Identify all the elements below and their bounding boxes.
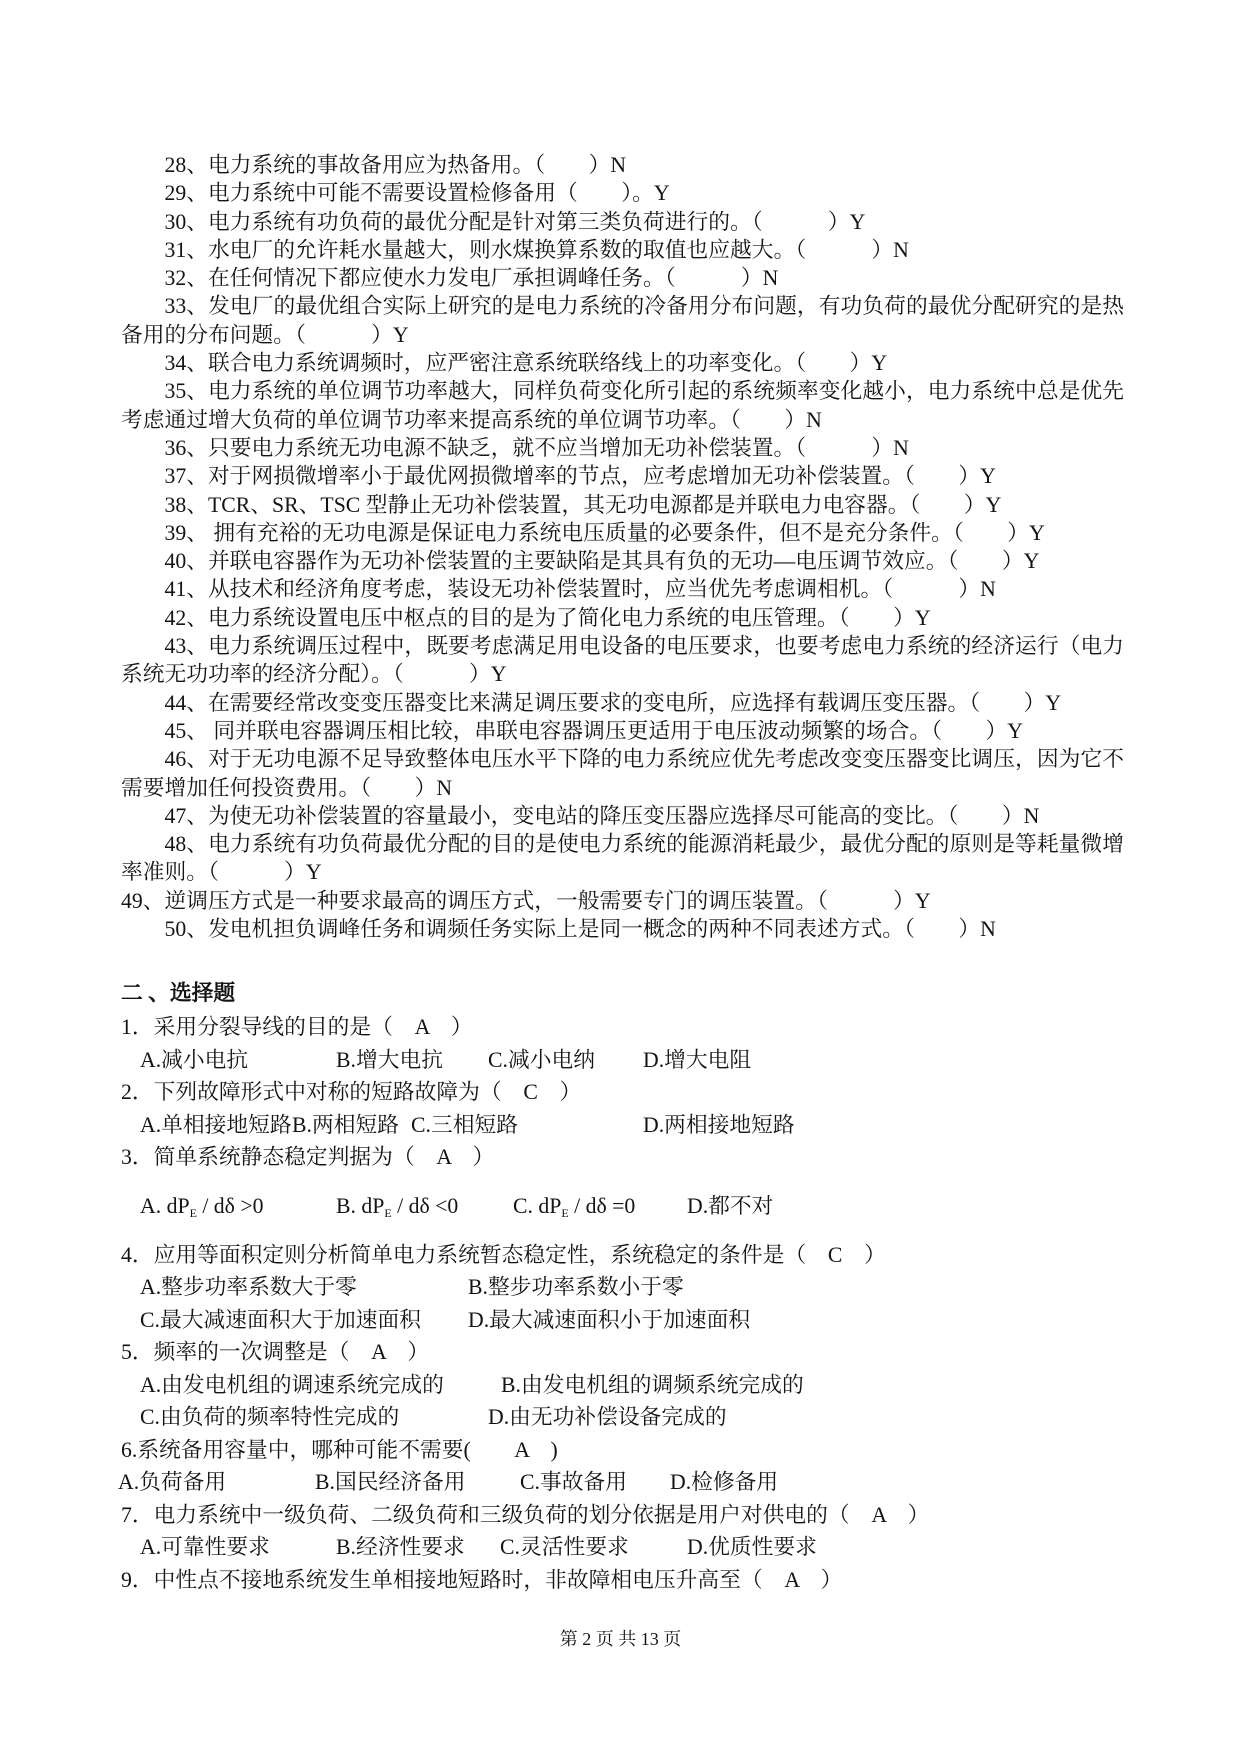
option-row xyxy=(0,1044,1241,1077)
question-stem: 6.系统备用容量中，哪种可能不需要( A ) xyxy=(121,1437,558,1462)
option-a: A.单相接地短路 xyxy=(140,1112,292,1137)
true-false-item: 42、电力系统设置电压中枢点的目的是为了简化电力系统的电压管理。（ ）Y xyxy=(164,605,931,630)
true-false-item: 47、为使无功补偿装置的容量最小，变电站的降压变压器应选择尽可能高的变比。（ ）N xyxy=(164,803,1040,828)
option-label: A. xyxy=(140,1193,162,1218)
option-a xyxy=(140,1190,264,1223)
true-false-item: 45、 同并联电容器调压相比较，串联电容器调压更适用于电压波动频繁的场合。（ ）Y xyxy=(164,718,1024,743)
true-false-section xyxy=(121,151,1124,943)
option-b: B.两相短路 xyxy=(292,1112,399,1137)
question-stem: 4．应用等面积定则分析简单电力系统暂态稳定性，系统稳定的条件是（ C ） xyxy=(121,1242,886,1267)
option-row xyxy=(0,1271,1241,1304)
true-false-item: 33、发电厂的最优组合实际上研究的是电力系统的冷备用分布问题，有功负荷的最优分配研究的是热备用的分布问题。（ ）Y xyxy=(121,294,1124,347)
option-d: D.检修备用 xyxy=(670,1470,779,1494)
option-row xyxy=(0,1304,1241,1337)
formula-relation: / dδ >0 xyxy=(202,1193,264,1218)
option-row xyxy=(0,1401,1241,1434)
true-false-item: 44、在需要经常改变变压器变比来满足调压要求的变电所，应选择有载调压变压器。（ ）Y xyxy=(164,690,1062,715)
true-false-item: 31、水电厂的允许耗水量越大，则水煤换算系数的取值也应越大。（ ）N xyxy=(164,237,909,262)
true-false-item: 32、在任何情况下都应使水力发电厂承担调峰任务。（ ）N xyxy=(164,266,779,291)
option-c xyxy=(513,1190,635,1223)
formula-subscript: E xyxy=(189,1205,197,1220)
true-false-item: 48、电力系统有功负荷最优分配的目的是使电力系统的能源消耗最少，最优分配的原则是等耗量微增率准则。（ ）Y xyxy=(121,832,1124,885)
true-false-item: 30、电力系统有功负荷的最优分配是针对第三类负荷进行的。（ ）Y xyxy=(164,209,866,234)
formula-variable: dP xyxy=(166,1193,190,1218)
true-false-item: 29、电力系统中可能不需要设置检修备用（ ）。Y xyxy=(164,181,670,206)
option-a: A.减小电抗 xyxy=(140,1047,249,1072)
true-false-item: 28、电力系统的事故备用应为热备用。（ ）N xyxy=(164,153,627,177)
formula-relation: / dδ <0 xyxy=(397,1193,459,1218)
option-a: A.可靠性要求 xyxy=(140,1535,270,1559)
option-row xyxy=(0,1369,1241,1402)
question-stem: 7．电力系统中一级负荷、二级负荷和三级负荷的划分依据是用户对供电的（ A ） xyxy=(121,1502,930,1527)
option-b: B.整步功率系数小于零 xyxy=(468,1275,684,1299)
formula-variable: dP xyxy=(361,1193,385,1218)
option-d: D.增大电阻 xyxy=(643,1047,752,1072)
true-false-item: 46、对于无功电源不足导致整体电压水平下降的电力系统应优先考虑改变变压器变比调压，因为它不需要增加任何投资费用。（ ）N xyxy=(121,747,1124,800)
true-false-item: 34、联合电力系统调频时，应严密注意系统联络线上的功率变化。（ ）Y xyxy=(164,351,888,376)
option-c: C.三相短路 xyxy=(411,1112,518,1137)
option-b: B.由发电机组的调频系统完成的 xyxy=(501,1372,804,1397)
true-false-item: 40、并联电容器作为无功补偿装置的主要缺陷是其具有负的无功—电压调节效应。（ ）Y xyxy=(164,549,1040,574)
option-b: B.国民经济备用 xyxy=(315,1470,466,1494)
option-row xyxy=(0,1531,1241,1564)
page-number-footer: 第 2 页 共 13 页 xyxy=(559,1629,682,1649)
option-c: C.由负荷的频率特性完成的 xyxy=(140,1405,400,1429)
formula-variable: dP xyxy=(538,1193,562,1218)
option-b xyxy=(336,1190,458,1223)
option-c: C.减小电纳 xyxy=(488,1047,595,1072)
question-stem: 5．频率的一次调整是（ A ） xyxy=(121,1340,430,1364)
question-stem: 2．下列故障形式中对称的短路故障为（ C ） xyxy=(121,1080,582,1104)
option-row xyxy=(0,1190,1241,1223)
true-false-item: 41、从技术和经济角度考虑，装设无功补偿装置时，应当优先考虑调相机。（ ）N xyxy=(164,577,996,602)
section-heading: 二 、选择题 xyxy=(121,981,236,1005)
multiple-choice-section xyxy=(0,1011,1241,1596)
option-label: B. xyxy=(336,1193,356,1218)
true-false-item: 38、TCR、SR、TSC 型静止无功补偿装置，其无功电源都是并联电力电容器。（ ）Y xyxy=(164,492,1002,517)
option-b: B.增大电抗 xyxy=(336,1047,443,1072)
option-a: A.负荷备用 xyxy=(118,1470,227,1494)
formula-relation: / dδ =0 xyxy=(574,1193,636,1218)
formula-subscript: E xyxy=(384,1205,392,1220)
true-false-item: 35、电力系统的单位调节功率越大，同样负荷变化所引起的系统频率变化越小，电力系统中总是优先考虑通过增大负荷的单位调节功率来提高系统的单位调节功率。（ ）N xyxy=(121,379,1124,432)
true-false-item: 43、电力系统调压过程中，既要考虑满足用电设备的电压要求，也要考虑电力系统的经济运行（电力系统无功功率的经济分配）。（ ）Y xyxy=(121,634,1124,687)
option-c: C.最大减速面积大于加速面积 xyxy=(140,1307,421,1332)
option-row xyxy=(0,1109,1241,1142)
true-false-item: 49、逆调压方式是一种要求最高的调压方式，一般需要专门的调压装置。（ ）Y xyxy=(121,888,931,913)
option-row xyxy=(0,1466,1241,1499)
option-d: D.最大减速面积小于加速面积 xyxy=(468,1307,751,1332)
question-stem: 9．中性点不接地系统发生单相接地短路时，非故障相电压升高至（ A ） xyxy=(121,1567,843,1592)
option-d: D.两相接地短路 xyxy=(643,1112,795,1137)
formula-subscript: E xyxy=(561,1205,569,1220)
true-false-item: 36、只要电力系统无功电源不缺乏，就不应当增加无功补偿装置。（ ）N xyxy=(164,435,909,460)
true-false-item: 37、对于网损微增率小于最优网损微增率的节点，应考虑增加无功补偿装置。（ ）Y xyxy=(164,464,996,489)
question-stem: 3．简单系统静态稳定判据为（ A ） xyxy=(121,1145,495,1169)
option-d: D.都不对 xyxy=(687,1193,774,1218)
true-false-item: 39、 拥有充裕的无功电源是保证电力系统电压质量的必要条件，但不是充分条件。（ ）Y xyxy=(164,520,1045,545)
option-a: A.由发电机组的调速系统完成的 xyxy=(140,1372,444,1397)
option-a: A.整步功率系数大于零 xyxy=(140,1275,357,1299)
option-b: B.经济性要求 xyxy=(336,1535,465,1559)
option-d: D.由无功补偿设备完成的 xyxy=(488,1405,727,1429)
option-c: C.事故备用 xyxy=(520,1470,627,1494)
true-false-item: 50、发电机担负调峰任务和调频任务实际上是同一概念的两种不同表述方式。（ ）N xyxy=(164,917,996,942)
option-d: D.优质性要求 xyxy=(687,1535,817,1559)
option-c: C.灵活性要求 xyxy=(500,1535,629,1559)
option-label: C. xyxy=(513,1193,533,1218)
question-stem: 1．采用分裂导线的目的是（ A ） xyxy=(121,1015,473,1039)
